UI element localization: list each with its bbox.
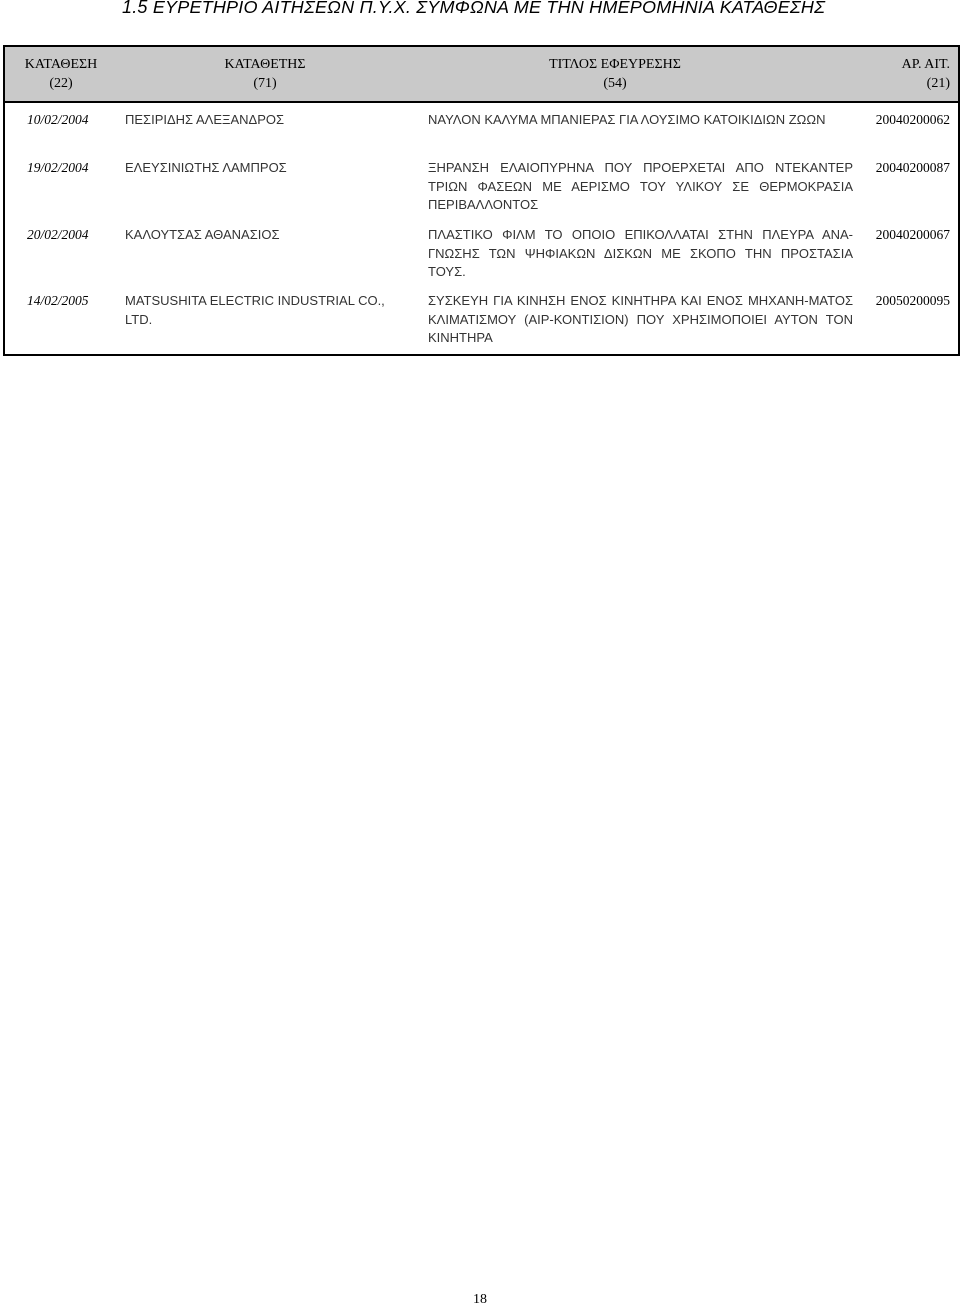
row-filing-date: 19/02/2004: [27, 160, 89, 175]
header-applicant-code: (71): [253, 76, 277, 91]
row-application-number: 20040200062: [875, 112, 950, 127]
row-applicant: ΕΛΕΥΣΙΝΙΩΤΗΣ ΛΑΜΠΡΟΣ: [125, 160, 287, 175]
table-header: [5, 47, 958, 103]
header-application-number-code: (21): [926, 76, 950, 91]
header-invention-title: [525, 55, 705, 93]
header-applicant-label: ΚΑΤΑΘΕΤΗΣ: [224, 57, 306, 72]
row-applicant: MATSUSHITA ELECTRIC INDUSTRIAL CO., LTD.: [125, 293, 385, 327]
header-filing-date-code: (22): [49, 76, 73, 91]
row-invention-title: ΝΑΥΛΟΝ ΚΑΛΥΜΑ ΜΠΑΝΙΕΡΑΣ ΓΙΑ ΛΟΥΣΙΜΟ ΚΑΤΟΙΚΙΔΙΩΝ ΖΩΩΝ: [428, 112, 826, 127]
header-invention-title-code: (54): [603, 76, 627, 91]
row-invention-title: ΣΥΣΚΕΥΗ ΓΙΑ ΚΙΝΗΣΗ ΕΝΟΣ ΚΙΝΗΤΗΡΑ ΚΑΙ ΕΝΟΣ ΜΗΧΑΝΗ-ΜΑΤΟΣ ΚΛΙΜΑΤΙΣΜΟΥ (ΑΙΡ-ΚΟΝΤΙΣΙΟΝ) ΠΟΥ ΧΡΗΣΙΜΟΠΟΙΕΙ ΑΥΤΟΝ ΤΟΝ ΚΙΝΗΤΗΡΑ: [428, 293, 853, 345]
header-filing-date: [11, 55, 111, 93]
row-invention-title: ΠΛΑΣΤΙΚΟ ΦΙΛΜ ΤΟ ΟΠΟΙΟ ΕΠΙΚΟΛΛΑΤΑΙ ΣΤΗΝ ΠΛΕΥΡΑ ΑΝΑ-ΓΝΩΣΗΣ ΤΩΝ ΨΗΦΙΑΚΩΝ ΔΙΣΚΩΝ ΜΕ ΣΚΟΠΟ ΤΗΝ ΠΡΟΣΤΑΣΙΑ ΤΟΥΣ.: [428, 227, 853, 279]
row-applicant: ΠΕΣΙΡΙΔΗΣ ΑΛΕΞΑΝΔΡΟΣ: [125, 112, 285, 127]
row-filing-date: 14/02/2005: [27, 293, 89, 308]
header-applicant: [200, 55, 330, 93]
header-filing-date-label: ΚΑΤΑΘΕΣΗ: [24, 57, 98, 72]
header-invention-title-label: ΤΙΤΛΟΣ ΕΦΕΥΡΕΣΗΣ: [549, 57, 681, 72]
page-number: 18: [473, 1292, 487, 1307]
row-applicant: ΚΑΛΟΥΤΣΑΣ ΑΘΑΝΑΣΙΟΣ: [125, 227, 280, 242]
row-filing-date: 10/02/2004: [27, 112, 89, 127]
row-invention-title: ΞΗΡΑΝΣΗ ΕΛΑΙΟΠΥΡΗΝΑ ΠΟΥ ΠΡΟΕΡΧΕΤΑΙ ΑΠΟ ΝΤΕΚΑΝΤΕΡ ΤΡΙΩΝ ΦΑΣΕΩΝ ΜΕ ΑΕΡΙΣΜΟ ΤΟΥ ΥΛΙΚΟΥ ΣΕ ΘΕΡΜΟΚΡΑΣΙΑ ΠΕΡΙΒΑΛΛΟΝΤΟΣ: [428, 160, 853, 212]
header-application-number: [860, 55, 950, 93]
row-application-number: 20050200095: [875, 293, 950, 308]
row-application-number: 20040200087: [875, 160, 950, 175]
header-application-number-label: ΑΡ. ΑΙΤ.: [901, 57, 950, 72]
applications-table: [3, 45, 960, 356]
row-application-number: 20040200067: [875, 227, 950, 242]
row-filing-date: 20/02/2004: [27, 227, 89, 242]
section-title: 1.5 ΕΥΡΕΤΗΡΙΟ ΑΙΤΗΣΕΩΝ Π.Υ.Χ. ΣΥΜΦΩΝΑ ΜΕ ΤΗΝ ΗΜΕΡΟΜΗΝΙΑ ΚΑΤΑΘΕΣΗΣ: [122, 0, 826, 17]
